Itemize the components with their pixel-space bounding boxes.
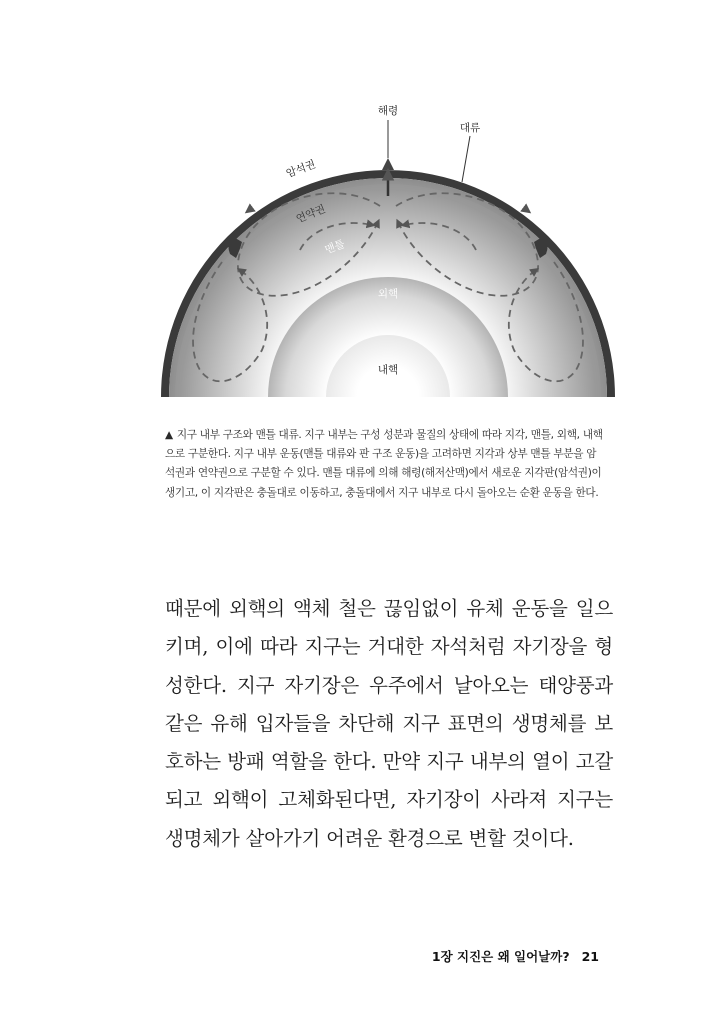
lithosphere-label: 암석권: [284, 158, 318, 181]
ridge-peak: [382, 158, 394, 170]
caption-text: 지구 내부 구조와 맨틀 대류. 지구 내부는 구성 성분과 물질의 상태에 따라 지각, 맨틀, 외핵, 내핵으로 구분한다. 지구 내부 운동(맨틀 대류와 판 구조 운동)을 고려하면 지각과 상부 맨틀 부분을 암석권과 연약권으로 구분할 수 있다. 맨틀 대류에 의해 해령(해저산맥)에서 새로운 지각판(암석권)이 생기고, 이 지각판은 충돌대로 이동하고, 충돌대에서 지구 내부로 다시 돌아오는 순환 운동을 한다.: [165, 429, 603, 499]
chapter-title: 1장 지진은 왜 일어날까?: [431, 949, 570, 964]
mantle-label: 맨틀: [323, 238, 347, 257]
outer-core-label: 외핵: [377, 288, 399, 300]
inner-core-label: 내핵: [377, 364, 399, 376]
triangle-caption-icon: ▲: [165, 429, 173, 441]
asthenosphere-label: 연약권: [294, 202, 328, 226]
figure-caption: [165, 426, 605, 503]
page-footer: [432, 947, 599, 965]
convection-leader-line: [462, 136, 470, 182]
earth-structure-diagram: [0, 0, 709, 410]
ridge-label: 해령: [377, 105, 399, 117]
body-paragraph: 때문에 외핵의 액체 철은 끊임없이 유체 운동을 일으키며, 이에 따라 지구는 거대한 자석처럼 자기장을 형성한다. 지구 자기장은 우주에서 날아오는 태양풍과 같은 유해 입자들을 차단해 지구 표면의 생명체를 보호하는 방패 역할을 한다. 만약 지구 내부의 열이 고갈되고 외핵이 고체화된다면, 자기장이 사라져 지구는 생명체가 살아가기 어려운 환경으로 변할 것이다.: [165, 597, 613, 850]
page-number: 21: [581, 949, 599, 964]
convection-label: 대류: [459, 122, 481, 134]
